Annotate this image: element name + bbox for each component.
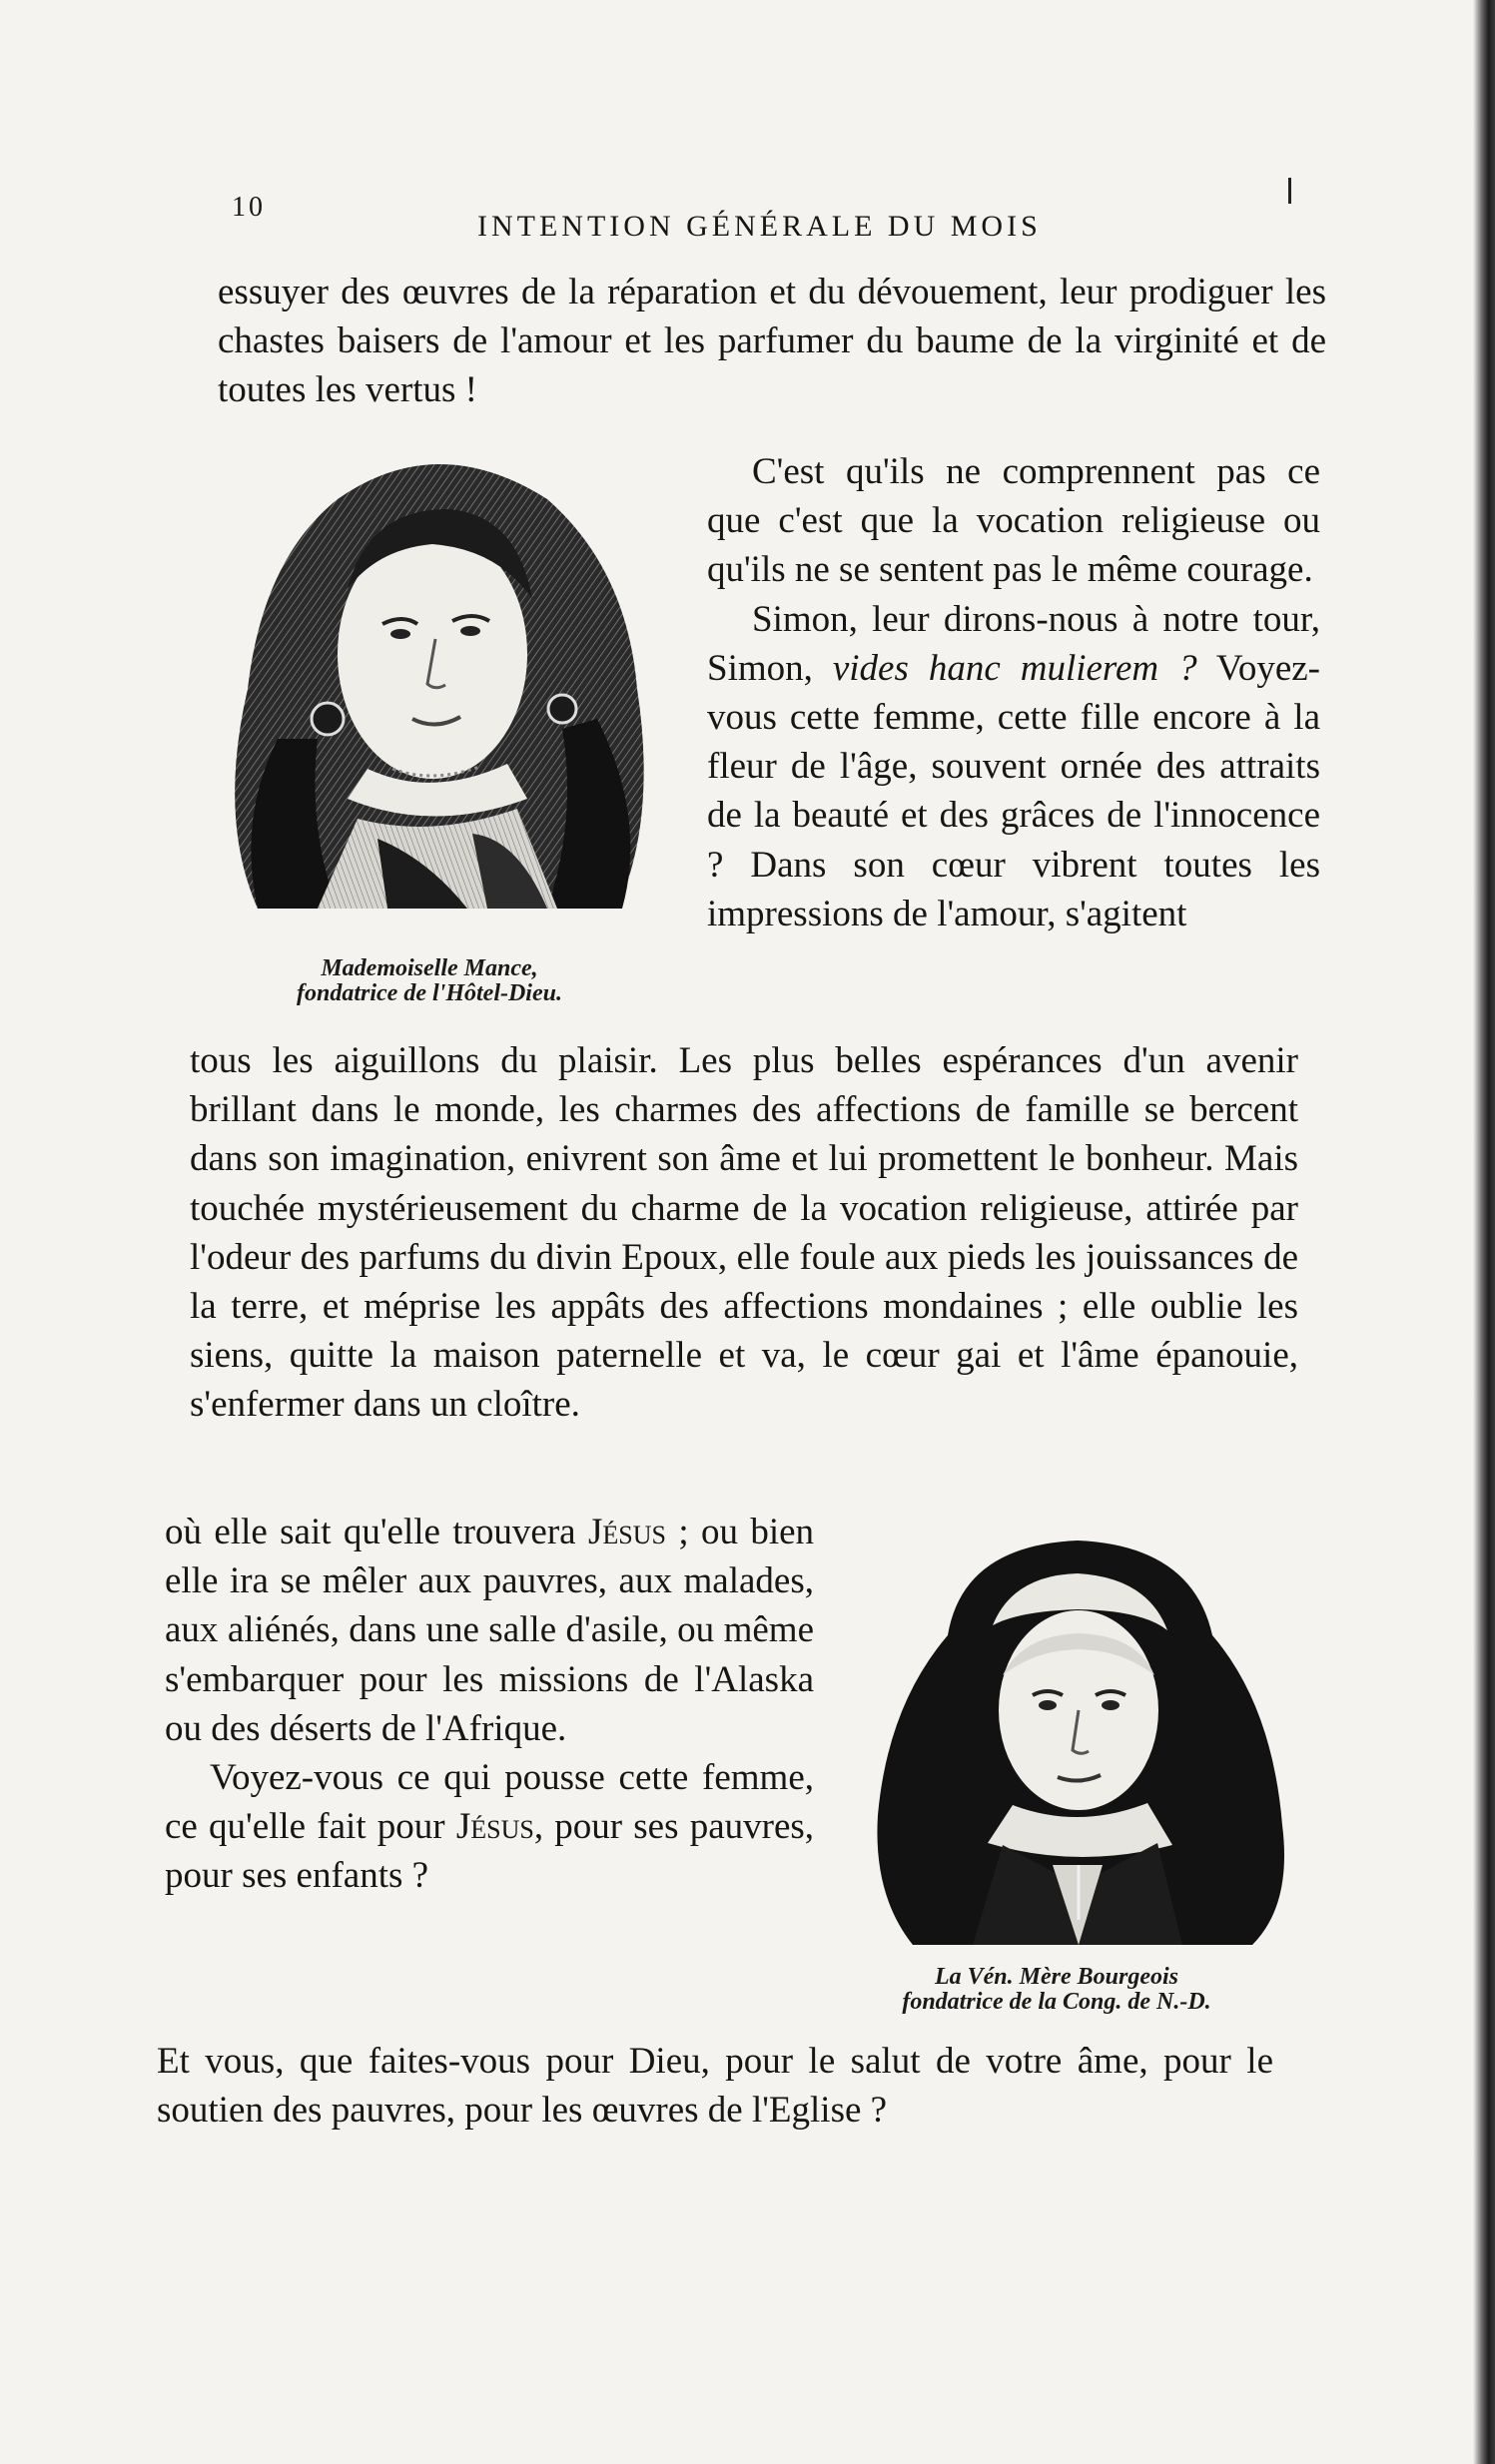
page-edge-shadow (1473, 0, 1495, 2464)
paragraph-wide (190, 1036, 1298, 1430)
paragraph-final (157, 2037, 1273, 2135)
paragraph-text (165, 1508, 814, 1753)
portrait-bourgeoys-engraving (853, 1526, 1306, 1959)
paragraph-top (218, 268, 1326, 415)
paragraph-text (707, 595, 1320, 938)
paragraph-text: C'est qu'ils ne comprennent pas ce que c'est que la vocation religieuse ou qu'ils ne se sentent pas le même courage. (707, 451, 1320, 591)
caption-line: La Vén. Mère Bourgeois (934, 1964, 1178, 1990)
text-span: pour ses pauvres, pour ses enfants ? (165, 1806, 815, 1897)
paragraph-left (165, 1508, 814, 1901)
jesus-smallcaps: Jésus (587, 1512, 666, 1552)
paragraph-text: Et vous, que faites-vous pour Dieu, pour le salut de votre âme, pour le soutien des pauvres, pour les œuvres de l'Eglise ? (157, 2041, 1273, 2132)
text-span: Simon, leur dirons-nous à notre tour, Simon, (707, 598, 1320, 689)
text-span: Voyez-vous cette femme, cette fille encore à la fleur de l'âge, souvent ornée des attraits de la beauté et des grâces de l'innocence ? Dans son cœur vibrent toutes les impressions de l'amour, s'agitent (707, 647, 1320, 934)
caption-bourgeoys (837, 1965, 1276, 2015)
page-number: 10 (232, 192, 266, 223)
latin-phrase: vides hanc mulierem ? (832, 647, 1197, 689)
caption-line: Mademoiselle Mance, (321, 955, 538, 981)
text-span: où elle sait qu'elle trouvera (165, 1512, 576, 1552)
paragraph-right (707, 447, 1320, 938)
caption-line: fondatrice de l'Hôtel-Dieu. (297, 980, 562, 1006)
jesus-smallcaps: Jésus (455, 1806, 534, 1848)
paragraph-text: Voyez-vous ce qui pousse cette femme, ce qu'elle fait pour Jésus, pour ses pauvres, pour ses enfants ? (165, 1757, 815, 1897)
caption-mance (230, 956, 629, 1006)
running-head: INTENTION GÉNÉRALE DU MOIS (477, 210, 1042, 243)
text-span: Voyez-vous ce qui pousse cette femme, ce qu'elle fait pour (165, 1757, 814, 1848)
caption-line: fondatrice de la Cong. de N.-D. (902, 1989, 1211, 2015)
paragraph-text: essuyer des œuvres de la réparation et du dévouement, leur prodiguer les chastes baisers de l'amour et les parfumer du baume de la virginité et de toutes les vertus ! (218, 272, 1326, 411)
text-span: ; ou bien elle ira se mêler aux pauvres, aux malades, aux aliénés, dans une salle d'asile, ou même s'embarquer pour les missions de l'Alaska ou des déserts de l'Afrique. (165, 1512, 815, 1749)
paragraph-text: tous les aiguillons du plaisir. Les plus belles espérances d'un avenir brillant dans le monde, les charmes des affections de famille se bercent dans son imagination, enivrent son âme et lui promettent le bonheur. Mais touchée mystérieusement du charme de la vocation religieuse, attirée par l'odeur des parfums du divin Epoux, elle foule aux pieds les jouissances de la terre, et méprise les appâts des affections mondaines ; elle oublie les siens, quitte la maison paternelle et va, le cœur gai et l'âme épanouie, s'enfermer dans un cloître. (190, 1040, 1298, 1426)
portrait-mance-engraving (218, 439, 667, 946)
margin-mark (1288, 178, 1291, 204)
